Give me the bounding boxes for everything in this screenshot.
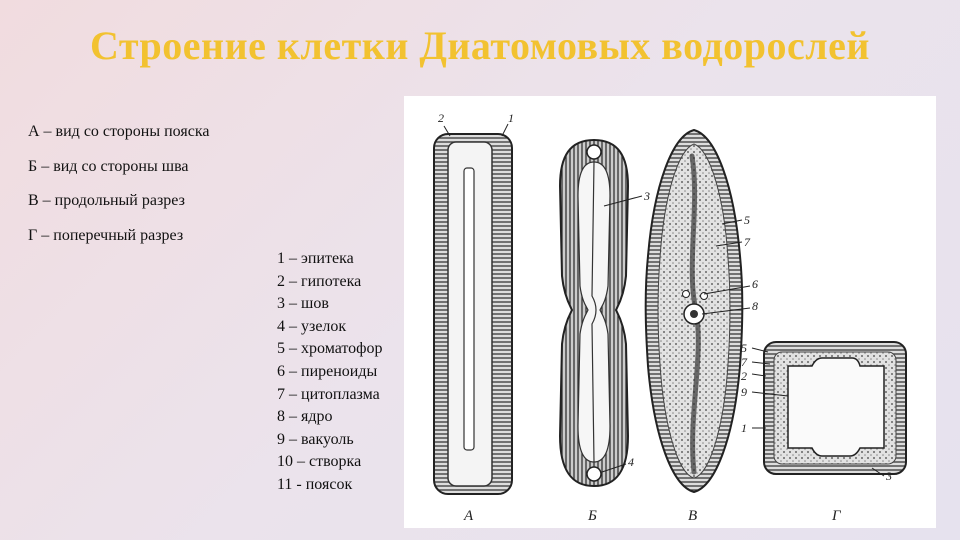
label-g-9: 9 [741,385,747,399]
label-b-4: 4 [628,455,634,469]
diatom-girdle-view [434,111,514,524]
label-v-6: 6 [752,277,758,291]
view-list [28,122,209,260]
diatom-longitudinal-section [646,130,758,524]
label-v-5: 5 [744,213,750,227]
diatom-cross-section [741,341,906,524]
legend-item-5: 5 – хроматофор [277,340,383,358]
label-g-5: 5 [741,341,747,355]
label-b-3: 3 [644,189,650,203]
letter-g: Г [832,508,841,524]
label-v-8: 8 [752,299,758,313]
view-item-v: В – продольный разрез [28,192,185,209]
legend-item-1: 1 – эпитека [277,250,354,267]
label-g-3: 3 [886,469,892,483]
diatom-illustration [404,96,936,528]
view-item-g: Г – поперечный разрез [28,226,184,244]
diatom-figure [404,96,936,528]
legend-item-7: 7 – цитоплазма [277,385,380,403]
label-a-1: 1 [508,111,514,125]
letter-b: Б [588,508,597,524]
legend-item-9: 9 – вакуоль [277,430,354,448]
legend-item-11: 11 - поясок [277,475,353,493]
diatom-valve-view [560,140,650,524]
label-v-7: 7 [744,235,750,249]
legend-item-8: 8 – ядро [277,408,333,426]
legend-item-10: 10 – створка [277,453,362,471]
label-g-1: 1 [741,421,747,435]
letter-a: А [464,508,474,524]
structure-legend [277,248,383,497]
slide-title: Строение клетки Диатомовых водорослей [90,23,870,68]
letter-v: В [688,508,698,524]
legend-item-2: 2 – гипотека [277,272,362,290]
legend-item-6: 6 – пиреноиды [277,362,378,380]
label-g-7: 7 [741,355,747,369]
label-g-2: 2 [741,369,747,383]
label-a-2: 2 [438,111,444,125]
view-item-a: А – вид со стороны пояска [28,123,210,140]
legend-item-3: 3 – шов [277,295,329,313]
legend-item-4: 4 – узелок [277,317,347,335]
view-item-b: Б – вид со стороны шва [28,157,189,175]
